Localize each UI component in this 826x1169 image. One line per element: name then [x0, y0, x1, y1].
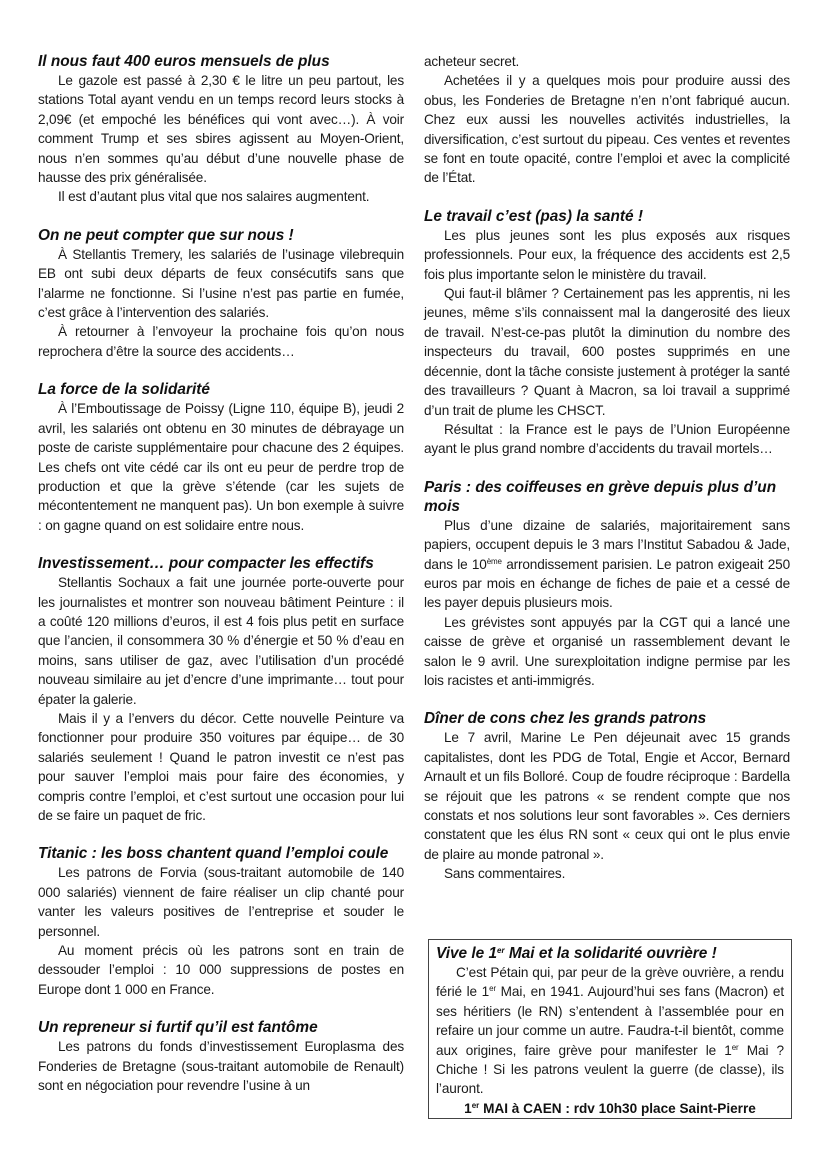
paragraph: Il est d’autant plus vital que nos salaires augmentent. [58, 189, 370, 205]
text-span: arrondissement parisien. Le patron exigeait 250 euros par mois en échange de fiches de paie et a cessé de les payer depuis plusieurs mois. [424, 556, 791, 611]
may-day-box [428, 939, 792, 1119]
text-span: Mai ? Chiche ! Si les patrons veulent la guerre (de classe), ils l’auront. [436, 1042, 784, 1097]
headline: Investissement… pour compacter les effectifs [38, 555, 374, 573]
paragraph: Sans commentaires. [444, 866, 566, 882]
superscript: er [497, 946, 505, 955]
paragraph [424, 516, 790, 613]
paragraph: Les patrons de Forvia (sous-traitant automobile de 140 000 salariés) viennent de faire réaliser un clip chanté pour vanter les valeurs positives de l’entreprise et souder le personnel. [38, 865, 404, 939]
paragraph: Au moment précis où les patrons sont en train de dessouder l’emploi : 10 000 suppressions de postes en Europe dont 1 000 en France. [38, 943, 404, 997]
paragraph: Résultat : la France est le pays de l’Union Européenne ayant le plus grand nombre d’accidents du travail mortels… [424, 421, 790, 457]
text-span: C’est Pétain qui, par peur de la grève ouvrière, a rendu férié le 1 [436, 965, 784, 1000]
headline: Paris : des coiffeuses en grève depuis plus d’un mois [424, 478, 777, 515]
text-span: Vive le 1 [436, 945, 498, 962]
article-investissement [38, 554, 404, 825]
paragraph: Mais il y a l’envers du décor. Cette nouvelle Peinture va fonctionner pour produire 350 voitures par équipe… de 30 salariés seulement ! Quand le patron investit ce n’est pas pour sauver l’emploi mais pour faire des économies, y compris contre l’emploi, et c’est surtout une occasion pour lui de se faire un paquet de fric. [38, 710, 404, 823]
headline: On ne peut compter que sur nous ! [38, 226, 294, 244]
text-span: Plus d’une dizaine de salariés, majoritairement sans papiers, occupent depuis le 3 mars l’Institut Sabadou & Jade, dans le 10 [424, 517, 790, 572]
superscript: er [471, 1100, 480, 1110]
paragraph: Le gazole est passé à 2,30 € le litre un peu partout, les stations Total ayant vendu en un temps record leurs stocks à 2,09€ (et empoché les bénéfices qui vont avec…). À voir comment Trump et ses sbires agissent au Moyen-Orient, nous n’en sommes qu’au début d’une nouvelle phase de hausse des prix généralisée. [38, 73, 404, 186]
paragraph: À Stellantis Tremery, les salariés de l’usinage vilebrequin EB ont subi deux départs de feux consécutifs sans que l’alarme ne fonctionne. Si l’usine n’est pas partie en fumée, c’est grâce à l’intervention des salariés. [38, 246, 404, 321]
paragraph: acheteur secret. [424, 54, 520, 69]
article-repreneur [38, 1018, 404, 1095]
article-repreneur-continued [424, 52, 790, 188]
right-column [424, 52, 790, 884]
paragraph [436, 963, 784, 1099]
text-span: Mai, en 1941. Aujourd’hui ses fans (Macron) et ses héritiers (le RN) s’entendent à l’assemblée pour en refaire un jour comme un autre. Faudra-t-il bientôt, comme aux origines, faire grève pour manifester le 1 [436, 984, 784, 1058]
paragraph: Qui faut-il blâmer ? Certainement pas les apprentis, ni les jeunes, même s’ils connaissent mal la dangerosité des lieux de travail. N’est-ce-pas plutôt la diminution du nombre des inspecteurs du travail, 600 postes supprimés en une décennie, dont la tâche consiste justement à protéger la santé des travailleurs ? Quant à Macron, sa loi travail a supprimé d’un trait de plume les CHSCT. [424, 286, 790, 418]
headline: Un repreneur si furtif qu’il est fantôme [38, 1019, 318, 1037]
paragraph: Les plus jeunes sont les plus exposés aux risques professionnels. Pour eux, la fréquence des accidents est 2,5 fois plus importante selon le ministère du travail. [424, 227, 790, 282]
article-titanic [38, 844, 404, 999]
article-salaires [38, 52, 404, 207]
superscript: ème [486, 556, 502, 566]
article-coiffeuses [424, 478, 790, 691]
rally-announcement [436, 1099, 784, 1118]
text-span: Mai et la solidarité ouvrière ! [504, 945, 717, 962]
left-column [38, 52, 404, 1095]
article-diner [424, 709, 790, 883]
paragraph: Achetées il y a quelques mois pour produire aussi des obus, les Fonderies de Bretagne n’en n’ont fabriqué aucun. Chez eux aussi les nouvelles activités industrielles, la diversification, c’est surtout du pipeau. Ces ventes et reventes se font en toute opacité, contre l’emploi et avec la complicité de l’État. [424, 73, 790, 186]
paragraph: Les patrons du fonds d’investissement Europlasma des Fonderies de Bretagne (sous-traitant automobile de Renault) sont en négociation pour revendre l’usine à un [38, 1039, 404, 1094]
paragraph: À l’Emboutissage de Poissy (Ligne 110, équipe B), jeudi 2 avril, les salariés ont obtenu en 30 minutes de débrayage un poste de cariste supplémentaire pour chacune des 2 équipes. Les chefs ont vite cédé car ils ont eu peur de perdre trop de production et que la grève s’étende (car les sujets de mécontentement ne manquent pas). Un bon exemple à suivre : on gagne quand on est solidaire entre nous. [38, 401, 404, 533]
paragraph: À retourner à l’envoyeur la prochaine fois qu’on nous reprochera d’être la source des accidents… [38, 324, 404, 359]
text-span: MAI à CAEN : rdv 10h30 place Saint-Pierre [479, 1100, 756, 1116]
article-tremery [38, 226, 404, 361]
superscript: er [489, 984, 497, 994]
headline: Il nous faut 400 euros mensuels de plus [38, 53, 330, 70]
headline: Dîner de cons chez les grands patrons [424, 710, 707, 728]
headline: Titanic : les boss chantent quand l’emploi coule [38, 845, 389, 863]
article-solidarite [38, 380, 404, 535]
paragraph: Stellantis Sochaux a fait une journée porte-ouverte pour les journalistes et montrer son nouveau bâtiment Peinture : il a coûté 120 millions d’euros, il est 4 fois plus petit en surface que l’ancien, il consommera 30 % d’énergie et 50 % d’eau en moins, sans utiliser de gaz, avec l’utilisation d’un procédé nouveau similaire au jet d’encre d’une imprimante… tout pour épater la galerie. [38, 575, 404, 707]
paragraph: Le 7 avril, Marine Le Pen déjeunait avec 15 grands capitalistes, dont les PDG de Total, Engie et Accor, Bernard Arnault et un fils Bolloré. Coup de foudre réciproque : Bardella se réjouit que les patrons « se rendent compte que nos constats et nos solutions leur sont favorables ». Ces derniers constatent que les élus RN sont « ceux qui ont le plus envie de plaire au monde patronal ». [424, 730, 790, 862]
paragraph: Les grévistes sont appuyés par la CGT qui a lancé une caisse de grève et organisé un rassemblement devant le salon le 9 avril. Une surexploitation indigne permise par les lois racistes et anti-immigrés. [424, 614, 790, 688]
article-sante [424, 207, 790, 459]
headline: Le travail c’est (pas) la santé ! [424, 207, 643, 225]
headline: La force de la solidarité [38, 381, 210, 399]
headline [436, 944, 784, 963]
superscript: er [731, 1042, 739, 1052]
text-span: 1 [464, 1100, 472, 1116]
